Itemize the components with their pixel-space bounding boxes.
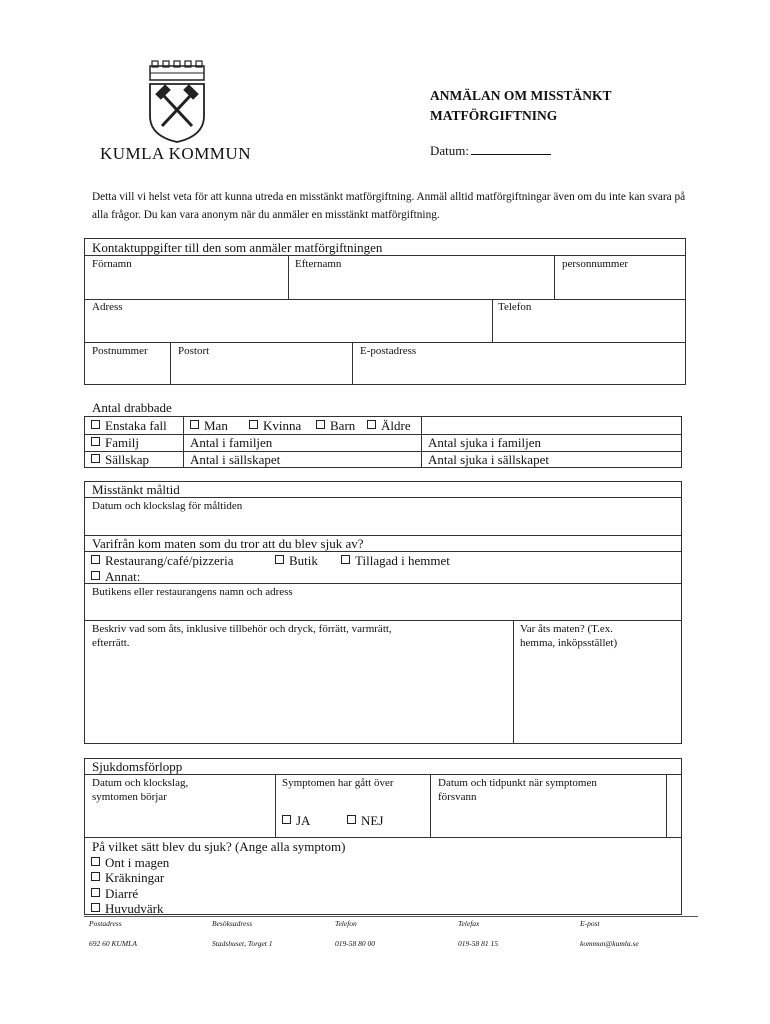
last-name-label: Efternamn <box>295 258 342 270</box>
address-label: Adress <box>92 301 123 313</box>
municipality-logo <box>96 60 256 164</box>
no-option[interactable] <box>347 813 383 829</box>
footer-email-value[interactable]: kommun@kumla.se <box>580 939 639 948</box>
title-line-2: MATFÖRGIFTNING <box>430 108 558 123</box>
yes-option[interactable] <box>282 813 310 829</box>
symptom-label: Ont i magen <box>105 855 170 870</box>
checkbox-icon <box>91 903 100 912</box>
municipality-name: KUMLA KOMMUN <box>100 144 251 163</box>
personal-number-label: personnummer <box>562 258 628 270</box>
symptom-option-stomach[interactable] <box>91 855 169 871</box>
affected-heading: Antal drabbade <box>92 400 172 415</box>
family-count-label: Antal i familjen <box>190 435 273 450</box>
date-field[interactable] <box>430 142 551 159</box>
single-case-option[interactable] <box>91 418 167 434</box>
checkbox-icon <box>316 420 325 429</box>
shop-option[interactable] <box>275 553 318 569</box>
checkbox-icon <box>341 555 350 564</box>
date-label: Datum: <box>430 143 469 158</box>
email-label: E-postadress <box>360 345 417 357</box>
contact-heading: Kontaktuppgifter till den som anmäler matförgiftningen <box>92 240 383 255</box>
symptoms-question: På vilket sätt blev du sjuk? (Ange alla symptom) <box>92 839 346 854</box>
company-option[interactable] <box>91 452 149 468</box>
company-label: Sällskap <box>105 452 150 467</box>
onset-line-2: symtomen börjar <box>92 791 167 803</box>
restaurant-option[interactable] <box>91 553 233 569</box>
checkbox-icon <box>347 815 356 824</box>
footer-divider <box>84 916 698 917</box>
illness-heading: Sjukdomsförlopp <box>92 759 183 774</box>
company-count-label: Antal i sällskapet <box>190 452 281 467</box>
place-name-label: Butikens eller restaurangens namn och adress <box>92 586 293 598</box>
where-eaten-line-2: hemma, inköpsstället) <box>520 637 618 649</box>
postal-code-label: Postnummer <box>92 345 148 357</box>
no-label: NEJ <box>361 813 384 828</box>
man-label: Man <box>204 418 228 433</box>
elderly-option[interactable] <box>367 418 411 434</box>
describe-line-1: Beskriv vad som åts, inklusive tillbehör och dryck, förrätt, varmrätt, <box>92 623 392 635</box>
company-sick-label: Antal sjuka i sällskapet <box>428 452 549 467</box>
symptoms-over-question: Symptomen har gått över <box>282 777 394 789</box>
elderly-label: Äldre <box>381 418 411 433</box>
footer-postal-value: 692 60 KUMLA <box>89 939 137 948</box>
footer-visit-value: Stadshuset, Torget 1 <box>212 939 273 948</box>
home-option[interactable] <box>341 553 450 569</box>
document-title <box>430 86 612 126</box>
footer-email-label: E-post <box>580 919 600 928</box>
title-line-1: ANMÄLAN OM MISSTÄNKT <box>430 88 612 103</box>
footer-visit-label: Besöksadress <box>212 919 253 928</box>
symptom-option-diarrhea[interactable] <box>91 886 138 902</box>
symptom-label: Huvudvärk <box>105 901 164 916</box>
footer-phone-label: Telefon <box>335 919 357 928</box>
checkbox-icon <box>91 437 100 446</box>
checkbox-icon <box>91 872 100 881</box>
checkbox-icon <box>91 454 100 463</box>
woman-option[interactable] <box>249 418 301 434</box>
child-label: Barn <box>330 418 356 433</box>
checkbox-icon <box>275 555 284 564</box>
where-eaten-line-1: Var åts maten? (T.ex. <box>520 623 613 635</box>
symptom-option-headache[interactable] <box>91 901 164 917</box>
shop-label: Butik <box>289 553 318 568</box>
checkbox-icon <box>91 571 100 580</box>
footer-postal-label: Postadress <box>89 919 122 928</box>
symptoms-gone-line-1: Datum och tidpunkt när symptomen <box>438 777 597 789</box>
onset-line-1: Datum och klockslag, <box>92 777 189 789</box>
coat-of-arms-icon <box>142 60 212 144</box>
other-label: Annat: <box>105 569 141 584</box>
woman-label: Kvinna <box>263 418 302 433</box>
symptom-option-vomiting[interactable] <box>91 870 164 886</box>
symptoms-gone-line-2: försvann <box>438 791 477 803</box>
phone-label: Telefon <box>498 301 532 313</box>
checkbox-icon <box>367 420 376 429</box>
yes-label: JA <box>296 813 311 828</box>
meal-datetime-label: Datum och klockslag för måltiden <box>92 500 243 512</box>
describe-line-2: efterrätt. <box>92 637 130 649</box>
child-option[interactable] <box>316 418 355 434</box>
city-label: Postort <box>178 345 210 357</box>
family-label: Familj <box>105 435 139 450</box>
family-sick-label: Antal sjuka i familjen <box>428 435 542 450</box>
checkbox-icon <box>91 555 100 564</box>
first-name-label: Förnamn <box>92 258 132 270</box>
checkbox-icon <box>91 888 100 897</box>
checkbox-icon <box>91 857 100 866</box>
date-line[interactable] <box>471 142 551 155</box>
footer-fax-value: 019-58 81 15 <box>458 939 498 948</box>
single-case-label: Enstaka fall <box>105 418 167 433</box>
symptom-label: Kräkningar <box>105 870 165 885</box>
checkbox-icon <box>282 815 291 824</box>
checkbox-icon <box>190 420 199 429</box>
intro-text: Detta vill vi helst veta för att kunna utreda en misstänkt matförgiftning. Anmäl alltid matförgiftningar även om du inte kan svara på alla frågor. Du kan vara anonym när du anmäler en misstänkt matförgiftning. <box>92 191 686 221</box>
meal-heading: Misstänkt måltid <box>92 482 180 497</box>
man-option[interactable] <box>190 418 228 434</box>
family-option[interactable] <box>91 435 139 451</box>
home-label: Tillagad i hemmet <box>355 553 450 568</box>
symptom-label: Diarré <box>105 886 139 901</box>
footer-fax-label: Telefax <box>458 919 480 928</box>
restaurant-label: Restaurang/café/pizzeria <box>105 553 234 568</box>
meal-section <box>84 481 682 744</box>
food-source-question: Varifrån kom maten som du tror att du blev sjuk av? <box>92 536 364 551</box>
checkbox-icon <box>91 420 100 429</box>
checkbox-icon <box>249 420 258 429</box>
footer-phone-value: 019-58 80 00 <box>335 939 375 948</box>
